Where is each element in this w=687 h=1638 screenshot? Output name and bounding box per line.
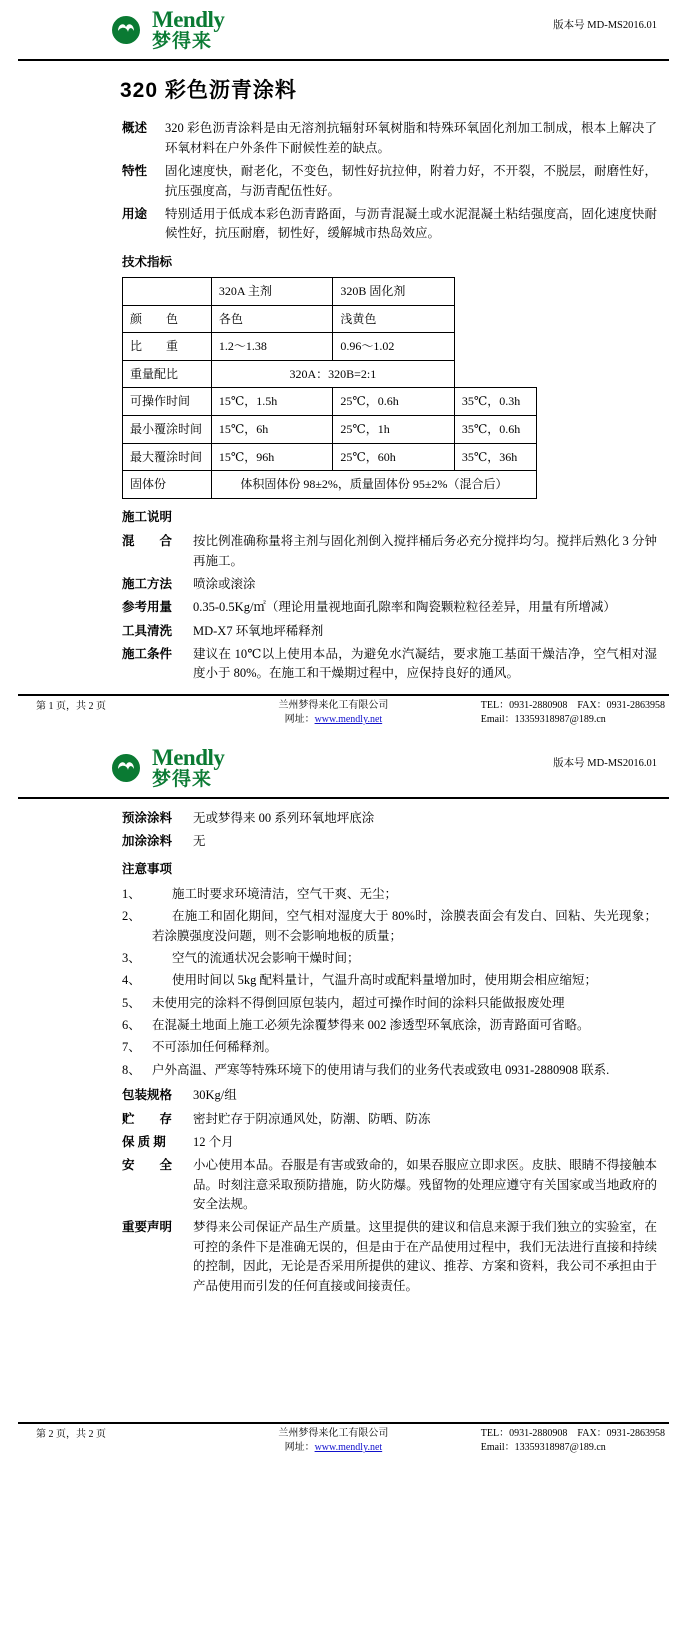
table-row xyxy=(123,360,537,388)
list-item xyxy=(122,885,657,904)
row-value: 35℃，36h xyxy=(454,443,536,471)
section-text: 320 彩色沥青涂料是由无溶剂抗辐射环氧树脂和特殊环氧固化剂加工制成，根本上解决了环氧材料在户外条件下耐候性差的缺点。 xyxy=(165,121,657,155)
row-label: 最小覆涂时间 xyxy=(123,416,212,444)
page1-footer xyxy=(0,699,687,734)
table-row xyxy=(123,471,537,499)
row-text: 30Kg/组 xyxy=(193,1088,237,1103)
section-text: 特别适用于低成本彩色沥青路面，与沥青混凝土或水泥混凝土粘结强度高，固化速度快耐候性好，抗压耐磨，韧性好，缓解城市热岛效应。 xyxy=(165,206,657,241)
page2-content xyxy=(0,799,687,1296)
item-number: 1、 xyxy=(122,886,141,901)
row-label: 重量配比 xyxy=(123,360,212,388)
spec-header-b: 320B 固化剂 xyxy=(333,278,455,306)
construction-heading: 施工说明 xyxy=(122,509,173,524)
construction-coverage xyxy=(122,598,657,617)
page-number: 第 2 页，共 2 页 xyxy=(36,1428,106,1440)
header-divider xyxy=(18,59,669,61)
page2-footer xyxy=(0,1427,687,1462)
list-item xyxy=(122,971,657,990)
logo-text-cn: 梦得来 xyxy=(152,31,213,52)
list-item xyxy=(122,1038,657,1057)
row-value: 35℃，0.3h xyxy=(454,388,536,416)
construction-cleaning xyxy=(122,622,657,641)
company-logo xyxy=(110,8,224,53)
notice-list xyxy=(122,885,657,1080)
row-text: 按比例准确称量将主剂与固化剂倒入搅拌桶后务必充分搅拌均匀。搅拌后熟化 3 分钟再施工。 xyxy=(193,534,657,568)
footer-contact-block xyxy=(481,699,665,728)
list-item xyxy=(122,994,657,1013)
row-value-merged: 体积固体份 98±2%，质量固体份 95±2%（混合后） xyxy=(211,471,536,499)
item-number: 2、 xyxy=(122,909,141,924)
page-number: 第 1 页，共 2 页 xyxy=(36,700,106,712)
website-label: 网址： xyxy=(284,714,315,726)
row-text: 12 个月 xyxy=(193,1134,234,1149)
fax-text: FAX：0931-2863958 xyxy=(577,1427,665,1439)
item-text: 在混凝土地面上施工必须先涂覆梦得来 002 渗透型环氧底涂，沥青路面可省略。 xyxy=(152,1018,590,1033)
row-value: 25℃，0.6h xyxy=(333,388,455,416)
row-label: 包装规格 xyxy=(122,1088,173,1103)
website-link[interactable]: www.mendly.net xyxy=(314,1442,383,1454)
row-value: 0.96～1.02 xyxy=(333,333,455,361)
row-label: 保 质 期 xyxy=(122,1134,166,1149)
spec-heading: 技术指标 xyxy=(122,254,173,269)
row-label: 重要声明 xyxy=(122,1220,173,1235)
table-row xyxy=(123,416,537,444)
footer-divider xyxy=(18,1422,669,1424)
safety-row xyxy=(122,1156,657,1214)
row-text: 小心使用本品。吞服是有害或致命的，如果吞服应立即求医。皮肤、眼睛不得接触本品。时刻注意采取预防措施，防火防爆。残留物的处理应遵守有关国家或当地政府的安全法规。 xyxy=(193,1158,657,1212)
row-value: 15℃，1.5h xyxy=(211,388,333,416)
section-label: 特性 xyxy=(122,164,148,179)
construction-method xyxy=(122,575,657,594)
row-label: 最大覆涂时间 xyxy=(123,443,212,471)
page-header xyxy=(0,0,687,57)
circular-leaf-logo-icon xyxy=(110,15,148,45)
section-overview xyxy=(122,119,657,158)
page-title: 320 彩色沥青涂料 xyxy=(120,78,297,102)
footer-company-block xyxy=(186,699,481,728)
row-label: 比 重 xyxy=(123,333,212,361)
list-item xyxy=(122,1061,657,1080)
section-label: 用途 xyxy=(122,206,148,221)
row-label: 可操作时间 xyxy=(123,388,212,416)
website-label: 网址： xyxy=(284,1442,315,1454)
footer-contact-block xyxy=(481,1427,665,1456)
row-text: 无 xyxy=(193,834,206,849)
row-value: 25℃，1h xyxy=(333,416,455,444)
footer-divider xyxy=(18,694,669,696)
logo-text-en: Mendly xyxy=(152,744,225,770)
circular-leaf-logo-icon xyxy=(110,753,148,783)
item-text: 在施工和固化期间，空气相对湿度大于 80%时，涂膜表面会有发白、回粘、失光现象；若涂膜强度没问题，则不会影响地板的质量； xyxy=(152,909,657,943)
spec-table xyxy=(122,277,537,499)
item-text: 户外高温、严寒等特殊环境下的使用请与我们的业务代表或致电 0931-2880908 联系. xyxy=(152,1062,610,1077)
row-label: 固体份 xyxy=(123,471,212,499)
tel-text: TEL：0931-2880908 xyxy=(480,1427,568,1439)
packaging-row xyxy=(122,1086,657,1105)
row-text: 梦得来公司保证产品生产质量。这里提供的建议和信息来源于我们独立的实验室，在可控的条件下是准确无误的，但是由于在产品使用过程中，我们无法进行直接和持续的控制，因此，无论是否采用所提供的建议、推荐、方案和资料，我公司不承担由于产品使用而引发的任何直接或间接责任。 xyxy=(193,1220,657,1293)
table-row xyxy=(123,333,537,361)
item-number: 4、 xyxy=(122,973,141,988)
item-text: 未使用完的涂料不得倒回原包装内，超过可操作时间的涂料只能做报废处理 xyxy=(152,995,565,1010)
section-label: 概述 xyxy=(122,121,148,136)
section-features xyxy=(122,162,657,201)
company-name: 兰州梦得来化工有限公司 xyxy=(278,699,389,711)
website-line xyxy=(186,1441,481,1456)
section-text: 固化速度快，耐老化，不变色，韧性好抗拉伸，附着力好，不开裂，不脱层，耐磨性好，抗压强度高，与沥青配伍性好。 xyxy=(165,164,657,198)
storage-row xyxy=(122,1110,657,1129)
section-uses xyxy=(122,205,657,244)
table-row xyxy=(123,305,537,333)
company-name: 兰州梦得来化工有限公司 xyxy=(278,1427,389,1439)
row-value: 35℃，0.6h xyxy=(454,416,536,444)
row-label: 加涂涂料 xyxy=(122,834,173,849)
pre-coating-row xyxy=(122,809,657,828)
item-text: 施工时要求环境清洁，空气干爽、无尘； xyxy=(172,886,398,901)
row-text: 喷涂或滚涂 xyxy=(193,576,256,591)
item-text: 空气的流通状况会影响干燥时间； xyxy=(172,950,360,965)
construction-mixing xyxy=(122,532,657,571)
row-value: 25℃，60h xyxy=(333,443,455,471)
row-label: 工具清洗 xyxy=(122,623,173,638)
disclaimer-row xyxy=(122,1218,657,1296)
row-value: 浅黄色 xyxy=(333,305,455,333)
row-label: 混 合 xyxy=(122,534,173,549)
website-line xyxy=(186,713,481,728)
footer-company-block xyxy=(186,1427,481,1456)
row-value: 15℃，96h xyxy=(211,443,333,471)
list-item xyxy=(122,949,657,968)
table-row xyxy=(123,278,537,306)
item-number: 7、 xyxy=(122,1040,141,1055)
email-text: Email：13359318987@189.cn xyxy=(480,714,606,726)
company-logo xyxy=(110,746,224,791)
row-value: 1.2～1.38 xyxy=(211,333,333,361)
item-number: 3、 xyxy=(122,950,141,965)
item-text: 使用时间以 5kg 配料量计，气温升高时或配料量增加时，使用期会相应缩短； xyxy=(172,973,598,988)
item-text: 不可添加任何稀释剂。 xyxy=(152,1040,278,1055)
top-coating-row xyxy=(122,832,657,851)
row-label: 颜 色 xyxy=(123,305,212,333)
item-number: 8、 xyxy=(122,1062,141,1077)
tel-text: TEL：0931-2880908 xyxy=(480,699,568,711)
row-label: 贮 存 xyxy=(122,1111,173,1126)
row-value-merged: 320A：320B=2:1 xyxy=(211,360,454,388)
row-label: 安 全 xyxy=(122,1158,173,1173)
version-number: 版本号 MD-MS2016.01 xyxy=(553,757,657,769)
item-number: 6、 xyxy=(122,1018,141,1033)
page-header xyxy=(0,738,687,795)
construction-conditions xyxy=(122,645,657,684)
table-row xyxy=(123,388,537,416)
row-text: 密封贮存于阴凉通风处，防潮、防晒、防冻 xyxy=(193,1111,431,1126)
row-label: 施工方法 xyxy=(122,576,173,591)
row-text: MD-X7 环氧地坪稀释剂 xyxy=(193,623,324,638)
notice-heading: 注意事项 xyxy=(122,862,173,877)
spec-header-blank xyxy=(123,278,212,306)
list-item xyxy=(122,1016,657,1035)
page1-content xyxy=(0,119,687,683)
row-label: 预涂涂料 xyxy=(122,810,173,825)
row-value: 15℃，6h xyxy=(211,416,333,444)
shelf-life-row xyxy=(122,1133,657,1152)
email-text: Email：13359318987@189.cn xyxy=(480,1442,606,1454)
list-item xyxy=(122,907,657,946)
logo-text-cn: 梦得来 xyxy=(152,768,213,790)
row-label: 施工条件 xyxy=(122,647,173,662)
row-text: 无或梦得来 00 系列环氧地坪底涂 xyxy=(193,810,375,825)
logo-text-en: Mendly xyxy=(152,7,225,32)
tel-fax-line xyxy=(481,1427,665,1442)
tel-fax-line xyxy=(481,699,665,714)
spec-header-a: 320A 主剂 xyxy=(211,278,333,306)
row-value: 各色 xyxy=(211,305,333,333)
website-link[interactable]: www.mendly.net xyxy=(314,714,383,726)
item-number: 5、 xyxy=(122,995,141,1010)
fax-text: FAX：0931-2863958 xyxy=(577,699,665,711)
document-page-2 xyxy=(0,738,687,1462)
table-row xyxy=(123,443,537,471)
row-text: 0.35-0.5Kg/㎡（理论用量视地面孔隙率和陶瓷颗粒粒径差异，用量有所增减） xyxy=(193,600,616,615)
document-page-1 xyxy=(0,0,687,734)
page2-bottom-spacer xyxy=(0,1300,687,1412)
row-label: 参考用量 xyxy=(122,600,173,615)
row-text: 建议在 10℃以上使用本品，为避免水汽凝结，要求施工基面干燥洁净，空气相对湿度小于 80%。在施工和干燥期过程中，应保持良好的通风。 xyxy=(193,647,657,681)
version-number: 版本号 MD-MS2016.01 xyxy=(553,20,657,31)
